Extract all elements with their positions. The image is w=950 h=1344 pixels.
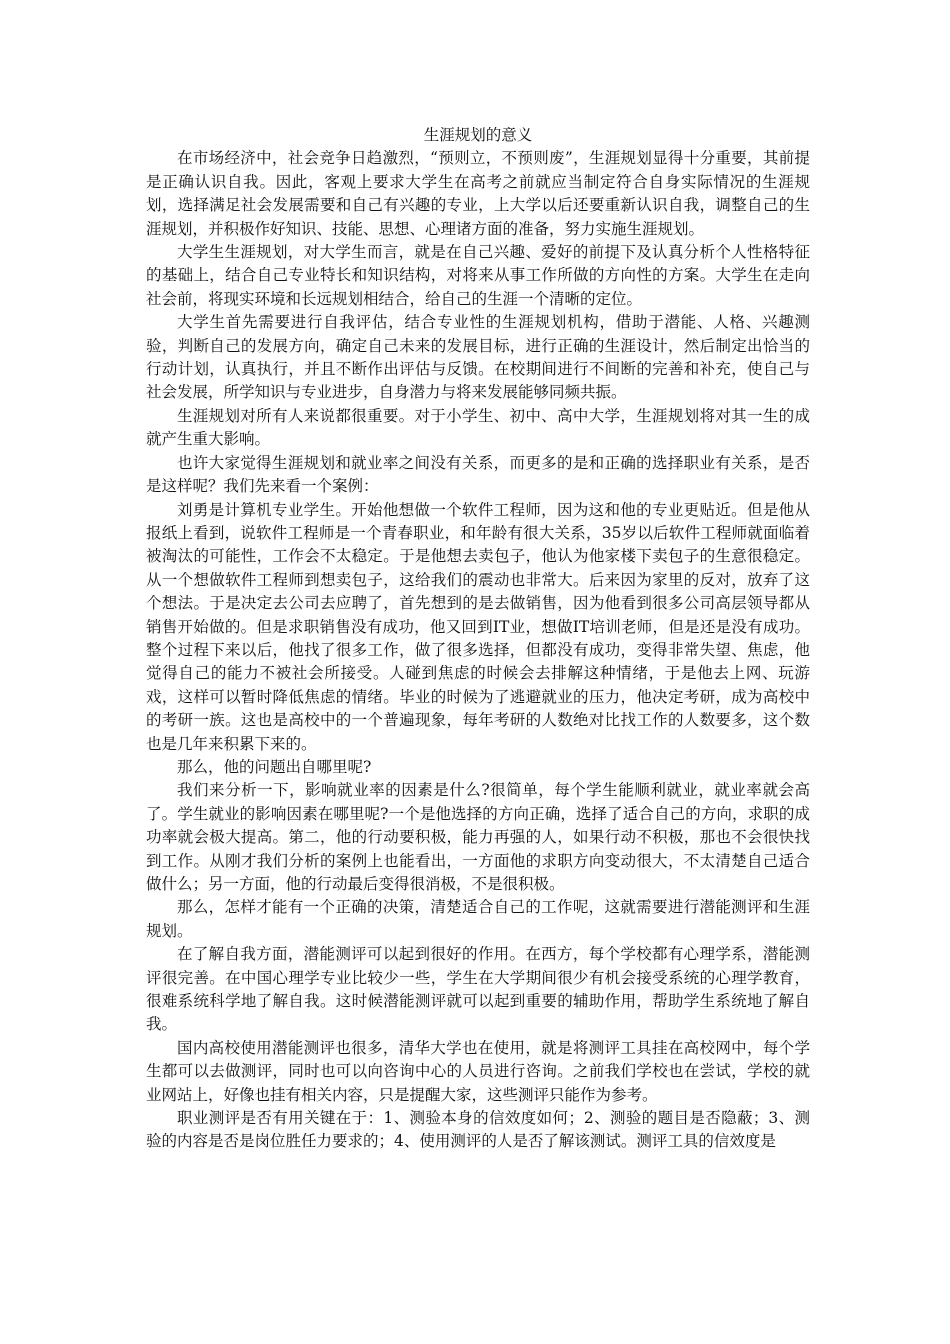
paragraph: 在了解自我方面，潜能测评可以起到很好的作用。在西方，每个学校都有心理学系，潜能测评很完善。在中国心理学专业比较少一些，学生在大学期间很少有机会接受系统的心理学教育，很难系统科学地了解自我。这时候潜能测评就可以起到重要的辅助作用，帮助学生系统地了解自我。 — [146, 945, 810, 1034]
paragraph: 那么，怎样才能有一个正确的决策，清楚适合自己的工作呢，这就需要进行潜能测评和生涯规划。 — [146, 898, 810, 940]
paragraph: 大学生首先需要进行自我评估，结合专业性的生涯规划机构，借助于潜能、人格、兴趣测验，判断自己的发展方向，确定自己未来的发展目标，进行正确的生涯设计，然后制定出恰当的行动计划，认真执行，并且不断作出评估与反馈。在校期间进行不间断的完善和补充，使自己与社会发展，所学知识与专业进步，自身潜力与将来发展能够同频共振。 — [146, 313, 810, 402]
paragraph: 在市场经济中，社会竞争日趋激烈，“预则立，不预则废”，生涯规划显得十分重要，其前提是正确认识自我。因此，客观上要求大学生在高考之前就应当制定符合自身实际情况的生涯规划，选择满足社会发展需要和自己有兴趣的专业，上大学以后还要重新认识自我，调整自己的生涯规划，并积极作好知识、技能、思想、心理诸方面的准备，努力实施生涯规划。 — [146, 149, 810, 238]
paragraph: 也许大家觉得生涯规划和就业率之间没有关系，而更多的是和正确的选择职业有关系，是否是这样呢？我们先来看一个案例： — [146, 453, 810, 496]
paragraph: 大学生生涯规划，对大学生而言，就是在自己兴趣、爱好的前提下及认真分析个人性格特征的基础上，结合自己专业特长和知识结构，对将来从事工作所做的方向性的方案。大学生在走向社会前，将现实环境和长远规划相结合，给自己的生涯一个清晰的定位。 — [146, 243, 810, 308]
paragraph: 职业测评是否有用关键在于：1、测验本身的信效度如何；2、测验的题目是否隐蔽；3、测验的内容是否是岗位胜任力要求的；4、使用测评的人是否了解该测试。测评工具的信效度是 — [146, 1109, 810, 1151]
paragraph: 刘勇是计算机专业学生。开始他想做一个软件工程师，因为这和他的专业更贴近。但是他从报纸上看到，说软件工程师是一个青春职业，和年龄有很大关系，35岁以后软件工程师就面临着被淘汰的可能性，工作会不太稳定。于是他想去卖包子，他认为他家楼下卖包子的生意很稳定。从一个想做软件工程师到想卖包子，这给我们的震动也非常大。后来因为家里的反对，放弃了这个想法。于是决定去公司去应聘了，首先想到的是去做销售，因为他看到很多公司高层领导都从销售开始做的。但是求职销售没有成功，他又回到IT业，想做IT培训老师，但是还是没有成功。整个过程下来以后，他找了很多工作，做了很多选择，但都没有成功，变得非常失望、焦虑，他觉得自己的能力不被社会所接受。人碰到焦虑的时候会去排解这种情绪，于是他去上网、玩游戏，这样可以暂时降低焦虑的情绪。毕业的时候为了逃避就业的压力，他决定考研，成为高校中的考研一族。这也是高校中的一个普遍现象，每年考研的人数绝对比找工作的人数要多，这个数也是几年来积累下来的。 — [146, 500, 810, 753]
document-title: 生涯规划的意义 — [423, 126, 533, 144]
paragraph: 我们来分析一下，影响就业率的因素是什么?很简单，每个学生能顺利就业，就业率就会高了。学生就业的影响因素在哪里呢?一个是他选择的方向正确，选择了适合自己的方向，求职的成功率就会极大提高。第二，他的行动要积极，能力再强的人，如果行动不积极，那也不会很快找到工作。从刚才我们分析的案例上也能看出，一方面他的求职方向变动很大，不太清楚自己适合做什么；另一方面，他的行动最后变得很消极，不是很积极。 — [146, 781, 810, 893]
paragraph: 那么，他的问题出自哪里呢? — [177, 757, 372, 776]
document-page — [146, 124, 810, 1154]
paragraph: 生涯规划对所有人来说都很重要。对于小学生、初中、高中大学，生涯规划将对其一生的成就产生重大影响。 — [146, 406, 810, 449]
paragraph: 国内高校使用潜能测评也很多，清华大学也在使用，就是将测评工具挂在高校网中，每个学生都可以去做测评，同时也可以向咨询中心的人员进行咨询。之前我们学校也在尝试，学校的就业网站上，好像也挂有相关内容，只是提醒大家，这些测评只能作为参考。 — [146, 1038, 810, 1104]
